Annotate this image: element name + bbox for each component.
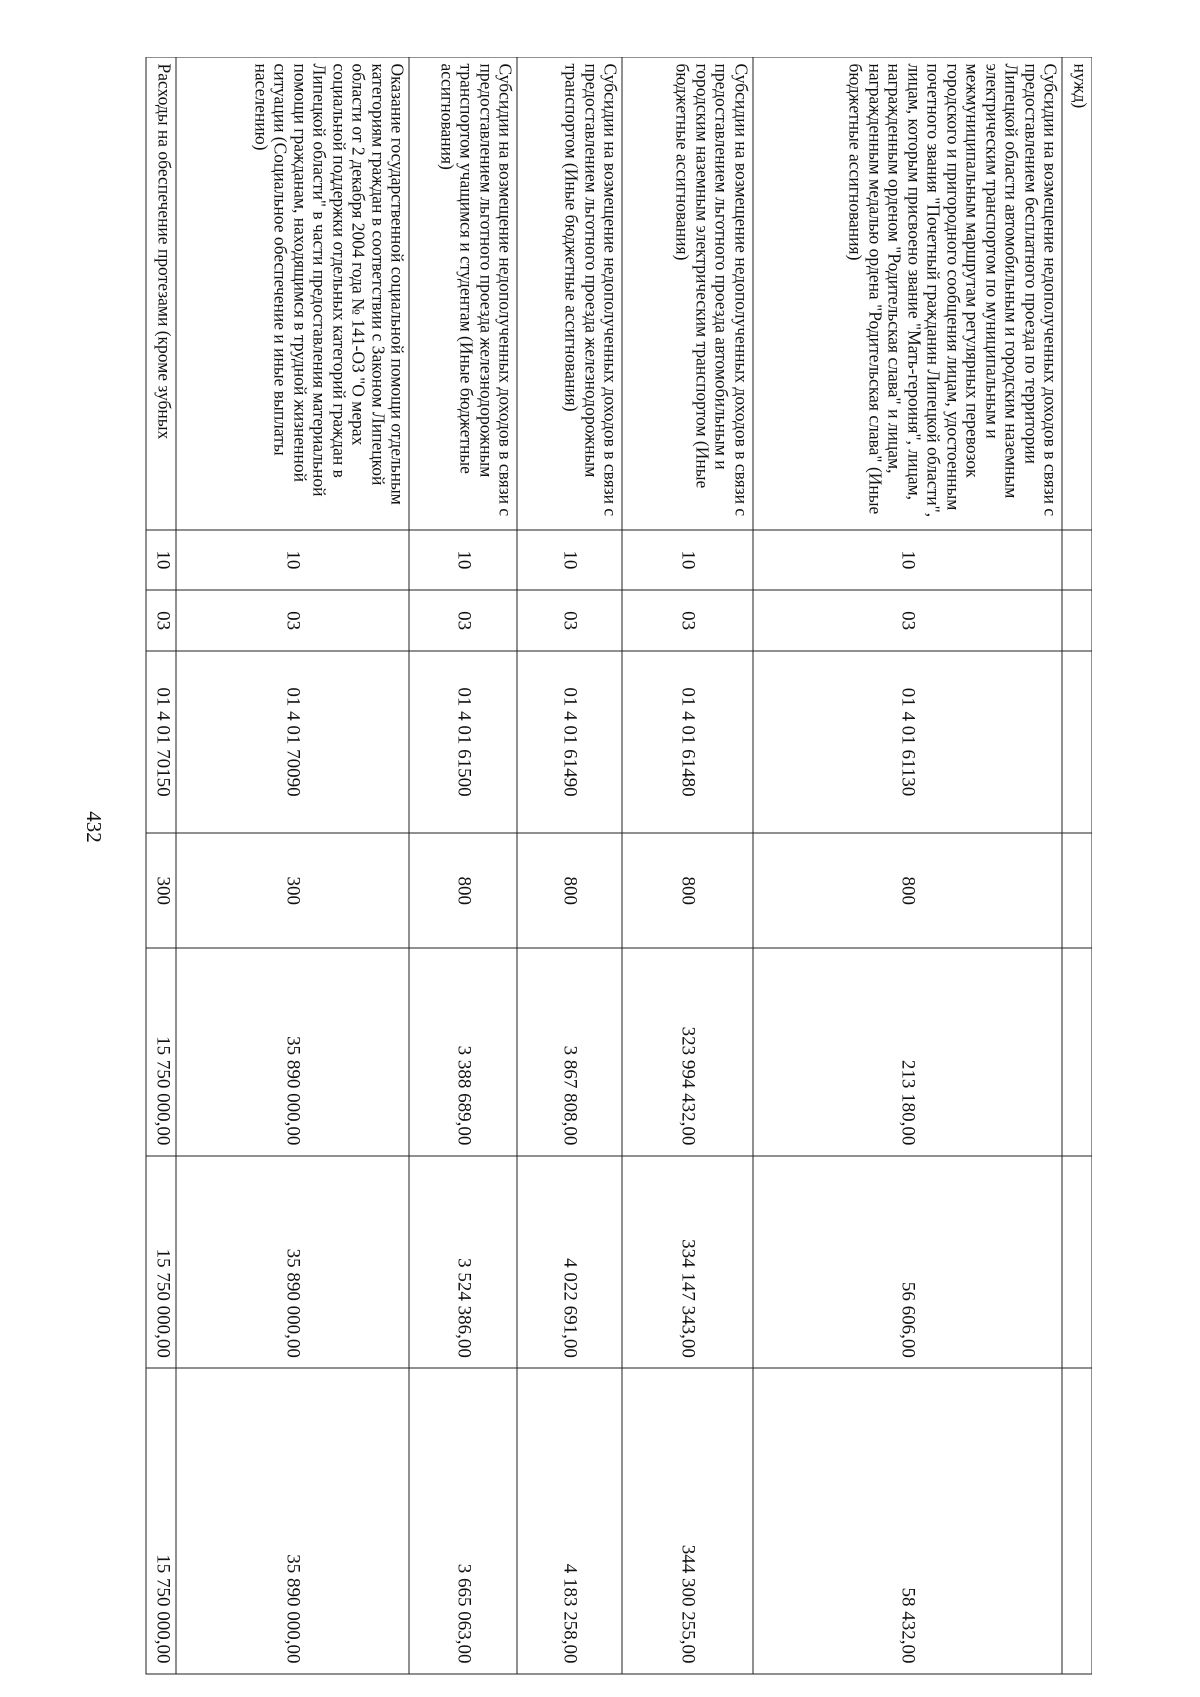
- amount-year-2: 15 750 000,00: [146, 1156, 176, 1368]
- table-row: [176, 57, 409, 1674]
- amount-year-3: 3 665 063,00: [409, 1368, 517, 1674]
- amount-year-3: 58 432,00: [753, 1368, 1062, 1674]
- expense-type-code: [1062, 833, 1092, 948]
- subsection-code: 03: [176, 590, 409, 651]
- target-article-code: [1062, 651, 1092, 833]
- amount-year-1: 323 994 432,00: [622, 948, 752, 1155]
- expense-description: Субсидии на возмещение недополученных доходов в связи с предоставлением льготного проезда автомобильным и городским наземным электрическим транспортом (Иные бюджетные ассигнования): [622, 57, 752, 530]
- target-article-code: 01 4 01 61490: [517, 651, 622, 833]
- amount-year-1: 3 388 689,00: [409, 948, 517, 1155]
- target-article-code: 01 4 01 70090: [176, 651, 409, 833]
- amount-year-3: 4 183 258,00: [517, 1368, 622, 1674]
- section-code: 10: [176, 530, 409, 591]
- section-code: 10: [753, 530, 1062, 591]
- amount-year-1: 213 180,00: [753, 948, 1062, 1155]
- subsection-code: 03: [146, 590, 176, 651]
- expense-type-code: 800: [517, 833, 622, 948]
- section-code: 10: [409, 530, 517, 591]
- budget-table-frame: [145, 57, 1092, 1675]
- amount-year-3: 15 750 000,00: [146, 1368, 176, 1674]
- budget-table: [146, 57, 1093, 1675]
- expense-description: Субсидии на возмещение недополученных доходов в связи с предоставлением льготного проезда железнодорожным транспортом (Иные бюджетные ассигнования): [517, 57, 622, 530]
- table-row: [409, 57, 517, 1674]
- table-row: [753, 57, 1062, 1674]
- expense-description: нужд): [1062, 57, 1092, 530]
- amount-year-2: [1062, 1156, 1092, 1368]
- section-code: 10: [146, 530, 176, 591]
- page-number: 432: [82, 811, 106, 843]
- section-code: 10: [622, 530, 752, 591]
- subsection-code: 03: [753, 590, 1062, 651]
- expense-type-code: 300: [146, 833, 176, 948]
- expense-type-code: 800: [409, 833, 517, 948]
- amount-year-2: 35 890 000,00: [176, 1156, 409, 1368]
- table-row: [146, 57, 176, 1674]
- expense-description: Субсидии на возмещение недополученных доходов в связи с предоставлением льготного проезда железнодорожным транспортом учащимся и студентам (Иные бюджетные ассигнования): [409, 57, 517, 530]
- rotated-table-container: [146, 57, 1093, 1675]
- target-article-code: 01 4 01 61130: [753, 651, 1062, 833]
- table-row: [1062, 57, 1092, 1674]
- table-row: [517, 57, 622, 1674]
- amount-year-2: 3 524 386,00: [409, 1156, 517, 1368]
- subsection-code: 03: [622, 590, 752, 651]
- section-code: 10: [517, 530, 622, 591]
- amount-year-3: 344 300 255,00: [622, 1368, 752, 1674]
- subsection-code: [1062, 590, 1092, 651]
- subsection-code: 03: [517, 590, 622, 651]
- expense-description: Расходы на обеспечение протезами (кроме зубных: [146, 57, 176, 530]
- amount-year-3: 35 890 000,00: [176, 1368, 409, 1674]
- expense-description: Оказание государственной социальной помощи отдельным категориям граждан в соответствии с Законом Липецкой области от 2 декабря 2004 года № 141-ОЗ "О мерах социальной поддержки отдельных категорий граждан в Липецкой области" в части предоставления материальной помощи гражданам, находящимся в трудной жизненной ситуации (Социальное обеспечение и иные выплаты населению): [176, 57, 409, 530]
- expense-type-code: 800: [622, 833, 752, 948]
- amount-year-1: 15 750 000,00: [146, 948, 176, 1155]
- section-code: [1062, 530, 1092, 591]
- amount-year-2: 4 022 691,00: [517, 1156, 622, 1368]
- target-article-code: 01 4 01 61500: [409, 651, 517, 833]
- amount-year-1: [1062, 948, 1092, 1155]
- target-article-code: 01 4 01 70150: [146, 651, 176, 833]
- amount-year-3: [1062, 1368, 1092, 1674]
- target-article-code: 01 4 01 61480: [622, 651, 752, 833]
- subsection-code: 03: [409, 590, 517, 651]
- expense-type-code: 800: [753, 833, 1062, 948]
- amount-year-1: 3 867 808,00: [517, 948, 622, 1155]
- amount-year-2: 56 606,00: [753, 1156, 1062, 1368]
- amount-year-2: 334 147 343,00: [622, 1156, 752, 1368]
- expense-description: Субсидии на возмещение недополученных доходов в связи с предоставлением бесплатного проезда по территории Липецкой области автомобильным и городским наземным электрическим транспортом по муниципальным и межмуниципальным маршрутам регулярных перевозок городского и пригородного сообщения лицам, удостоенным почетного звания "Почетный гражданин Липецкой области", лицам, которым присвоено звание "Мать-героиня", лицам, награжденным орденом "Родительская слава" и лицам, награжденным медалью ордена "Родительская слава" (Иные бюджетные ассигнования): [753, 57, 1062, 530]
- table-row: [622, 57, 752, 1674]
- amount-year-1: 35 890 000,00: [176, 948, 409, 1155]
- expense-type-code: 300: [176, 833, 409, 948]
